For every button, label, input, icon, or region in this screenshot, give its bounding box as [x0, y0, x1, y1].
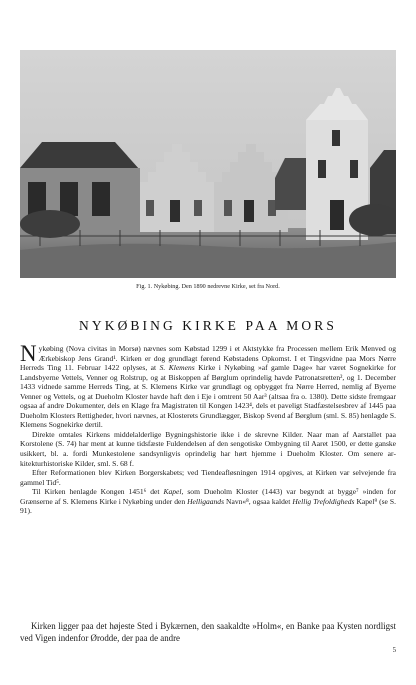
paragraph-1: Nykøbing (Nova civitas in Morsø) nævnes som Købstad 1299 i et Aktstykke fra Processen mellem Erik Menved og Ærkebiskop Jens Grand¹. Kirken er dog grundlagt førend Købstadens Opkomst. I et Tingsvidne paa Mors Nørre Herreds Ting 11. Februar 1422 oplyses, at S. Klemens Kirke i Nykøbing »af gamle Dage« har været Sognekirke for Landsbyerne Vettels, Venner og Rolstrup, og at Biskoppen af Børglum oprindelig havde Patronatsretten², og 1. December 1433 vidnede samme Herreds Ting, at S. Klemens Kirke var grundlagt og opbygget fra Nørre Herred, nemlig af Byerne Venner og Vettels, og at Dueholm Kloster havde haft den i Eje i omtrent 50 Aar³ (altsaa fra o. 1380). Dette sidste fremgaar ogsaa af andre Dokumenter, dels en Klage fra Magistraten til Kongen 1423⁴, dels et paveligt Stadfæstelsesbrev af 1445 paa Dueholm Klosters Rettigheder, hvori nævnes, at Klosterets Grundlægger, Biskop Svend af Børglum (sml. S. 85) henlagde S. Klemens Sognekirke dertil. — [20, 341, 396, 430]
church-photograph-drawing — [20, 50, 396, 278]
page-title: NYKØBING KIRKE PAA MORS — [79, 318, 337, 333]
page-number: 5 — [392, 647, 396, 654]
body-text-small — [20, 341, 397, 516]
drop-cap: N — [20, 341, 37, 366]
paragraph-5: Kirken ligger paa det højeste Sted i Bykærnen, den saakaldte »Holm«, en Banke paa Kysten nordligst ved Vigen indenfor Ørodde, der paa de andre — [20, 621, 396, 643]
paragraph-4: Til Kirken henlagde Kongen 1451⁶ det Kapel, som Dueholm Kloster (1443) var begyndt at bygge⁷ »inden for Grænserne af S. Klemens Kirke i Nykøbing under den Helligaands Navn«⁸, ogsaa kaldet Hellig Trefoldigheds Kapel⁹ (se S. 91). — [20, 487, 397, 516]
body-text-large — [20, 621, 396, 644]
paragraph-2: Direkte omtales Kirkens middelalderlige Bygningshistorie ikke i de skrevne Kilder. Naar man af Aarstallet paa Korstolene (S. 74) har ment at kunne tidsfæste Fuldendelsen af den sengotiske Ombygning til Aaret 1500, er dette ganske usikkert, bl. a. fordi Munkestolene sandsynligvis oprindelig har hørt hjemme i Dueholm Kloster. Om senere arkitekturhistoriske Kilder, sml. S. 68 f. — [20, 429, 396, 468]
paragraph-3: Efter Reformationen blev Kirken Borgerskabets; ved Tiendeafløsningen 1914 opgives, at Kirken var selvejende fra gammel Tid⁵. — [20, 468, 396, 487]
figure-caption: Fig. 1. Nykøbing. Den 1890 nedrevne Kirke, set fra Nord. — [136, 283, 280, 290]
church-photograph — [20, 50, 396, 278]
